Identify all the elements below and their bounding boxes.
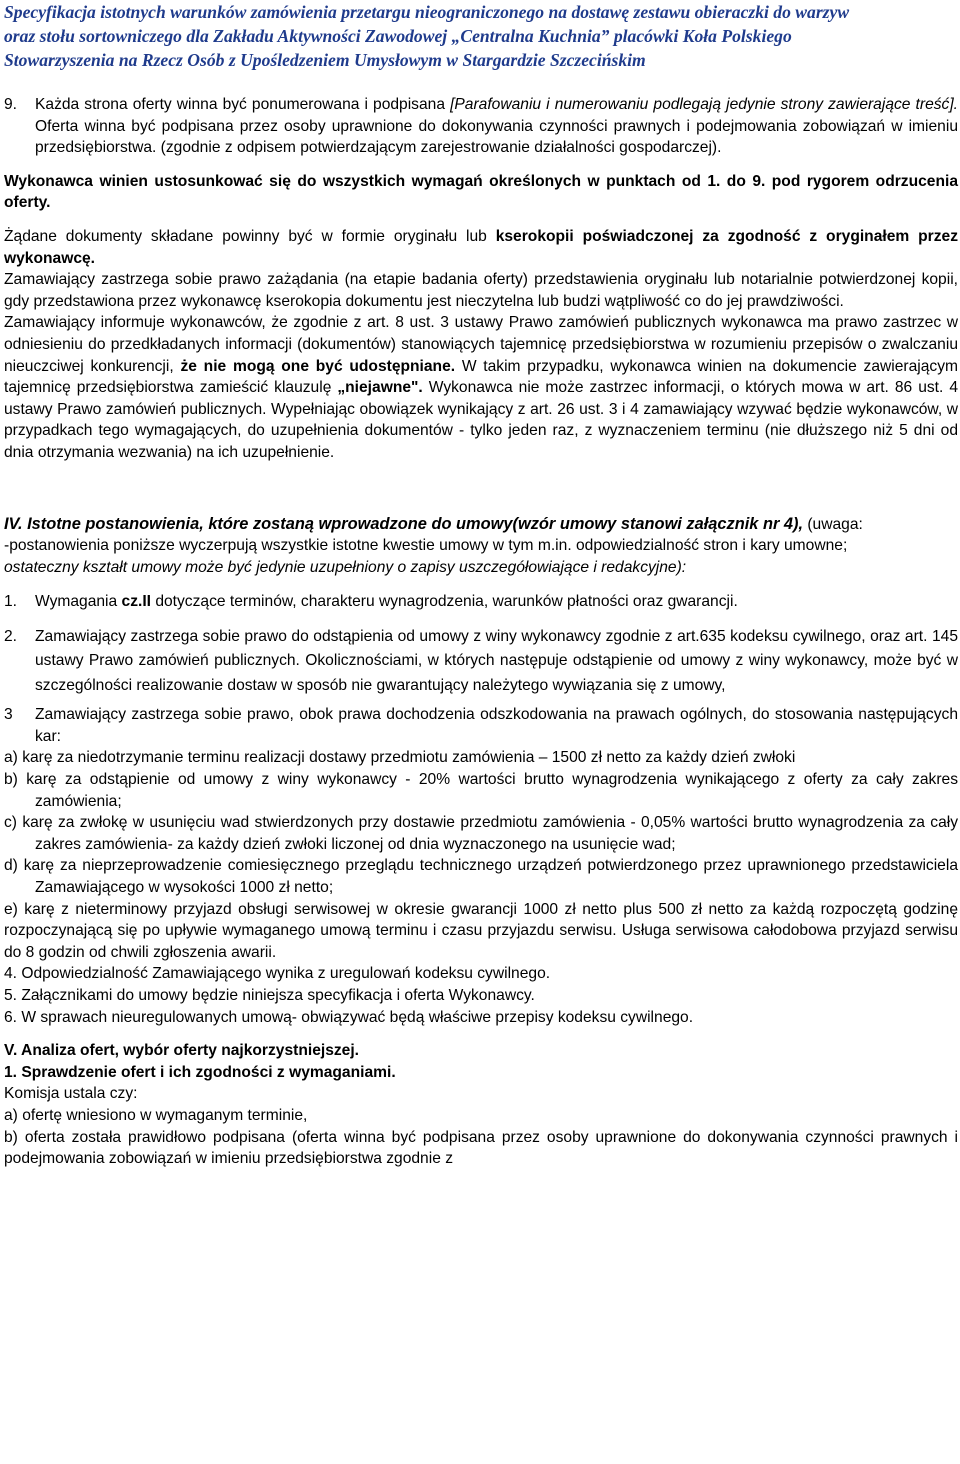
list-item-6: 6. W sprawach nieuregulowanych umową- obwiązywać będą właściwe przepisy kodeksu cywilnego.	[4, 1008, 694, 1026]
document-header	[4, 0, 958, 72]
list-item-5: 5. Załącznikami do umowy będzie niniejsza specyfikacja i oferta Wykonawcy.	[4, 987, 535, 1004]
confidentiality-text-1: Zamawiający informuje wykonawców, że zgodnie z art. 8 ust. 3 ustawy Prawo zamówień publicznych wykonawca ma prawo zastrzec w odniesieniu do przedkładanych informacji (dokumentów) stanowiących tajemnicę przedsiębiorstwa w rozumieniu przepisów o zwalczaniu nieuczciwej konkurencji,	[4, 314, 958, 375]
document-page	[4, 0, 958, 1170]
section-5-item-a: a) ofertę wniesiono w wymaganym terminie,	[4, 1106, 308, 1124]
penalty-e: e) karę z nieterminowy przyjazd obsługi serwisowej w okresie gwarancji 1000 zł netto plus 500 zł netto za każdą rozpoczętą godzinę rozpoczynającą się po upływie wymaganego umową terminu i czasu przyjazdu serwisu. Usługa serwisowa całodobowa przyjazd serwisu do 8 godzin od chwili zgłoszenia awarii.	[4, 900, 958, 961]
penalty-b: b) karę za odstąpienie od umowy z winy wykonawcy - 20% wartości brutto wynagrodzenia wynikającego z oferty za cały zakres zamówienia;	[4, 771, 958, 810]
documents-text-bold: kserokopii poświadczonej za zgodność z oryginałem przez wykonawcę.	[4, 227, 958, 267]
list-item-1-text-2: dotyczące terminów, charakteru wynagrodzenia, warunków płatności oraz gwarancji.	[151, 593, 738, 611]
section-5-item-b: b) oferta została prawidłowo podpisana (oferta winna być podpisana przez osoby uprawnione do dokonywania czynności prawnych i podejmowania zobowiązań w imieniu przedsiębiorstwa zgodnie z	[4, 1128, 958, 1168]
section-9-number: 9.	[4, 96, 18, 113]
section-5-intro: Komisja ustala czy:	[4, 1085, 138, 1103]
section-5-heading: V. Analiza ofert, wybór oferty najkorzystniejszej.	[4, 1042, 360, 1060]
list-item-2-number: 2.	[4, 627, 18, 645]
penalty-c: c) karę za zwłokę w usunięciu wad stwierdzonych przy dostawie przedmiotu zamówienia - 0,05% wartości brutto wynagrodzenia za cały zakres zamówienia- za każdy dzień zwłoki liczonej od dnia wyznaczonego na usunięcie wad;	[4, 814, 958, 853]
section-4-note-3: ostateczny kształt umowy może być jedynie uzupełniony o zapisy uszczegółowiające i redakcyjne):	[4, 558, 687, 576]
section-5-subheading: 1. Sprawdzenie ofert i ich zgodności z wymaganiami.	[4, 1063, 396, 1081]
penalty-d: d) karę za nieprzeprowadzenie comiesięcznego przeglądu technicznego urządzeń potwierdzonego przez uprawnionego przedstawiciela Zamawiającego w wysokości 1000 zł netto;	[4, 857, 958, 897]
confidentiality-text-bold-1: że nie mogą one być udostępniane.	[180, 357, 456, 375]
section-4-heading: IV. Istotne postanowienia, które zostaną wprowadzone do umowy(wzór umowy stanowi załącznik nr 4),	[4, 514, 804, 533]
header-line-1: Specyfikacja istotnych warunków zamówienia przetargu nieograniczonego na dostawę zestawu obieraczki do warzyw	[4, 2, 850, 22]
section-4-note-1: (uwaga:	[803, 515, 863, 533]
documents-paragraph	[4, 226, 958, 269]
section-9-text-1: Każda strona oferty winna być ponumerowana i podpisana	[35, 96, 451, 113]
section-9-text-italic: [Parafowaniu i numerowaniu podlegają jedynie strony zawierające treść].	[450, 96, 958, 113]
confidentiality-text-2: W takim przypadku, wykonawca winien na dokumencie zawierającym tajemnicę przedsiębiorstwa zamieścić klauzulę	[4, 357, 959, 397]
list-item-1-number: 1.	[4, 593, 18, 611]
confidentiality-text-bold-2: „niejawne".	[337, 379, 423, 397]
list-item-2-text: Zamawiający zastrzega sobie prawo do odstąpienia od umowy z winy wykonawcy zgodnie z art.635 kodeksu cywilnego, oraz art. 145 ustawy Prawo zamówień publicznych. Okolicznościami, w których następuje odstąpienie od umowy z winy wykonawcy, może być w szczególności realizowanie dostaw w sposób nie gwarantujący należytego wywiązania się z umowy,	[35, 627, 958, 694]
warning-paragraph: Wykonawca winien ustosunkować się do wszystkich wymagań określonych w punktach od 1. do 9. pod rygorem odrzucenia oferty.	[4, 172, 958, 212]
document-body	[4, 94, 958, 1170]
section-4-heading-paragraph	[4, 514, 958, 536]
penalty-a: a) karę za niedotrzymanie terminu realizacji dostawy przedmiotu zamówienia – 1500 zł netto za każdy dzień zwłoki	[4, 749, 796, 767]
header-line-3: Stowarzyszenia na Rzecz Osób z Upośledzeniem Umysłowym w Stargardzie Szczecińskim	[4, 50, 646, 70]
confidentiality-paragraph	[4, 312, 958, 463]
list-item-3-number: 3	[4, 706, 13, 724]
list-item-3-text: Zamawiający zastrzega sobie prawo, obok prawa dochodzenia odszkodowania na prawach ogólnych, do stosowania następujących kar:	[35, 706, 958, 745]
section-4-note-2: -postanowienia poniższe wyczerpują wszystkie istotne kwestie umowy w tym m.in. odpowiedzialność stron i kary umowne;	[4, 537, 848, 555]
list-item-1	[4, 590, 958, 615]
list-item-1-text-1: Wymagania	[35, 593, 122, 611]
list-item-1-text-bold: cz.II	[121, 593, 151, 611]
header-line-2: oraz stołu sortowniczego dla Zakładu Aktywności Zawodowej „Centralna Kuchnia” placówki Koła Polskiego	[4, 26, 792, 46]
list-item-2	[4, 625, 958, 699]
list-item-4: 4. Odpowiedzialność Zamawiającego wynika z uregulowań kodeksu cywilnego.	[4, 965, 551, 983]
documents-original-paragraph: Zamawiający zastrzega sobie prawo zażądania (na etapie badania oferty) przedstawienia oryginału lub notarialnie potwierdzonej kopii, gdy przedstawiona przez wykonawcę kserokopia dokumentu jest nieczytelna lub budzi wątpliwość co do jej prawdziwości.	[4, 271, 958, 310]
list-item-3	[4, 704, 958, 747]
section-9-text-2: Oferta winna być podpisana przez osoby uprawnione do dokonywania czynności prawnych i podejmowania zobowiązań w imieniu przedsiębiorstwa. (zgodnie z odpisem potwierdzającym zarejestrowanie działalności gospodarczej).	[35, 117, 958, 157]
documents-text-1: Żądane dokumenty składane powinny być w formie oryginału lub	[4, 227, 496, 245]
confidentiality-text-3: Wykonawca nie może zastrzec informacji, o których mowa w art. 86 ust. 4 ustawy Prawo zamówień publicznych. Wypełniając obowiązek wynikający z art. 26 ust. 3 i 4 zamawiający wzywać będzie wykonawców, w przypadkach tego wymagających, do uzupełnienia dokumentów - tylko jeden raz, z wyznaczeniem terminu (nie dłuższego niż 5 dni od dnia otrzymania wezwania) na ich uzupełnienie.	[4, 379, 958, 461]
section-9-paragraph	[4, 94, 958, 159]
